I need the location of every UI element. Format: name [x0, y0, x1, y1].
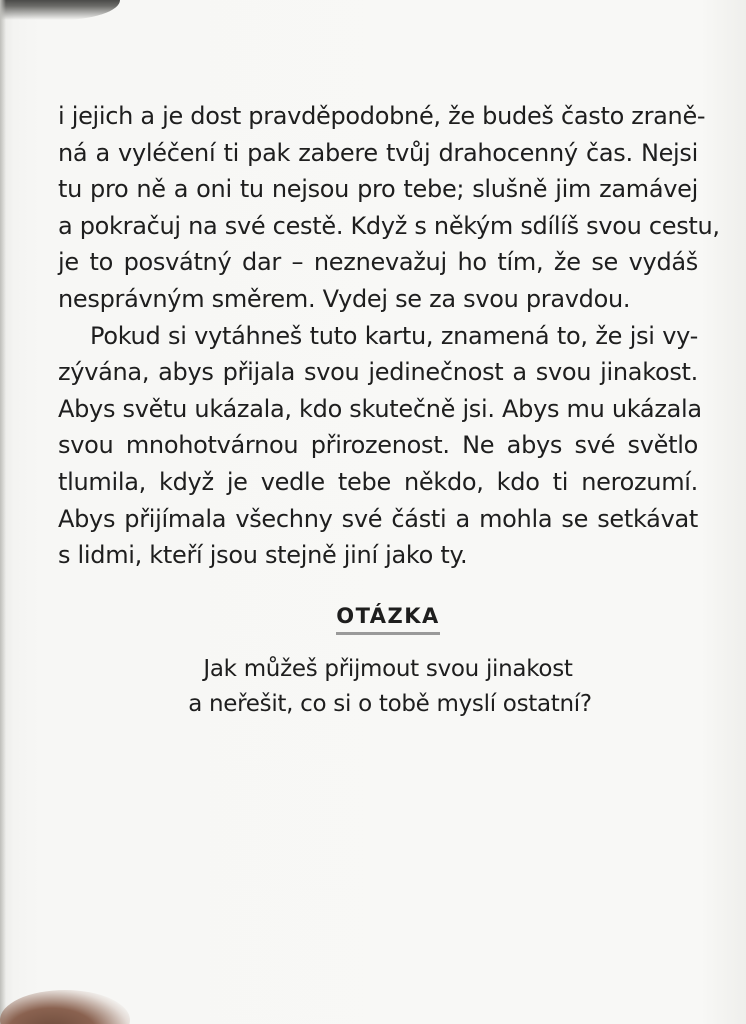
text-line: je to posvátný dar – neznevažuj ho tím, že se vydáš [58, 248, 698, 277]
question-heading-wrap [0, 604, 746, 635]
question-line: a neřešit, co si o tobě myslí ostatní? [188, 691, 592, 717]
body-text [58, 98, 720, 574]
text-line: a pokračuj na své cestě. Když s někým sdílíš svou cestu, [58, 211, 720, 240]
text-line: svou mnohotvárnou přirozenost. Ne abys své světlo [58, 431, 698, 460]
question-text [0, 652, 746, 722]
text-line: Abys světu ukázala, kdo skutečně jsi. Abys mu ukázala [58, 394, 702, 423]
text-line: i jejich a je dost pravděpodobné, že budeš často zraně- [58, 102, 706, 130]
text-line: nesprávným směrem. Vydej se za svou pravdou. [58, 284, 631, 313]
question-heading: OTÁZKA [336, 604, 440, 635]
thumb-shadow [0, 990, 130, 1024]
text-line: zývána, abys přijala svou jedinečnost a svou jinakost. [58, 358, 698, 387]
paragraph-1 [58, 98, 720, 318]
text-line: tu pro ně a oni tu nejsou pro tebe; slušně jim zamávej [58, 175, 698, 204]
text-line: Abys přijímala všechny své části a mohla se setkávat [58, 504, 698, 533]
text-line: ná a vyléčení ti pak zabere tvůj drahocenný čas. Nejsi [58, 138, 698, 167]
page-binding-edge [0, 0, 6, 1024]
text-line: Pokud si vytáhneš tuto kartu, znamená to, že jsi vy- [90, 321, 698, 350]
page-top-shadow [0, 0, 120, 20]
paragraph-2 [58, 318, 702, 574]
text-line: tlumila, když je vedle tebe někdo, kdo ti nerozumí. [58, 467, 698, 496]
question-line: Jak můžeš přijmout svou jinakost [203, 656, 573, 682]
text-line: s lidmi, kteří jsou stejně jiní jako ty. [58, 541, 468, 570]
